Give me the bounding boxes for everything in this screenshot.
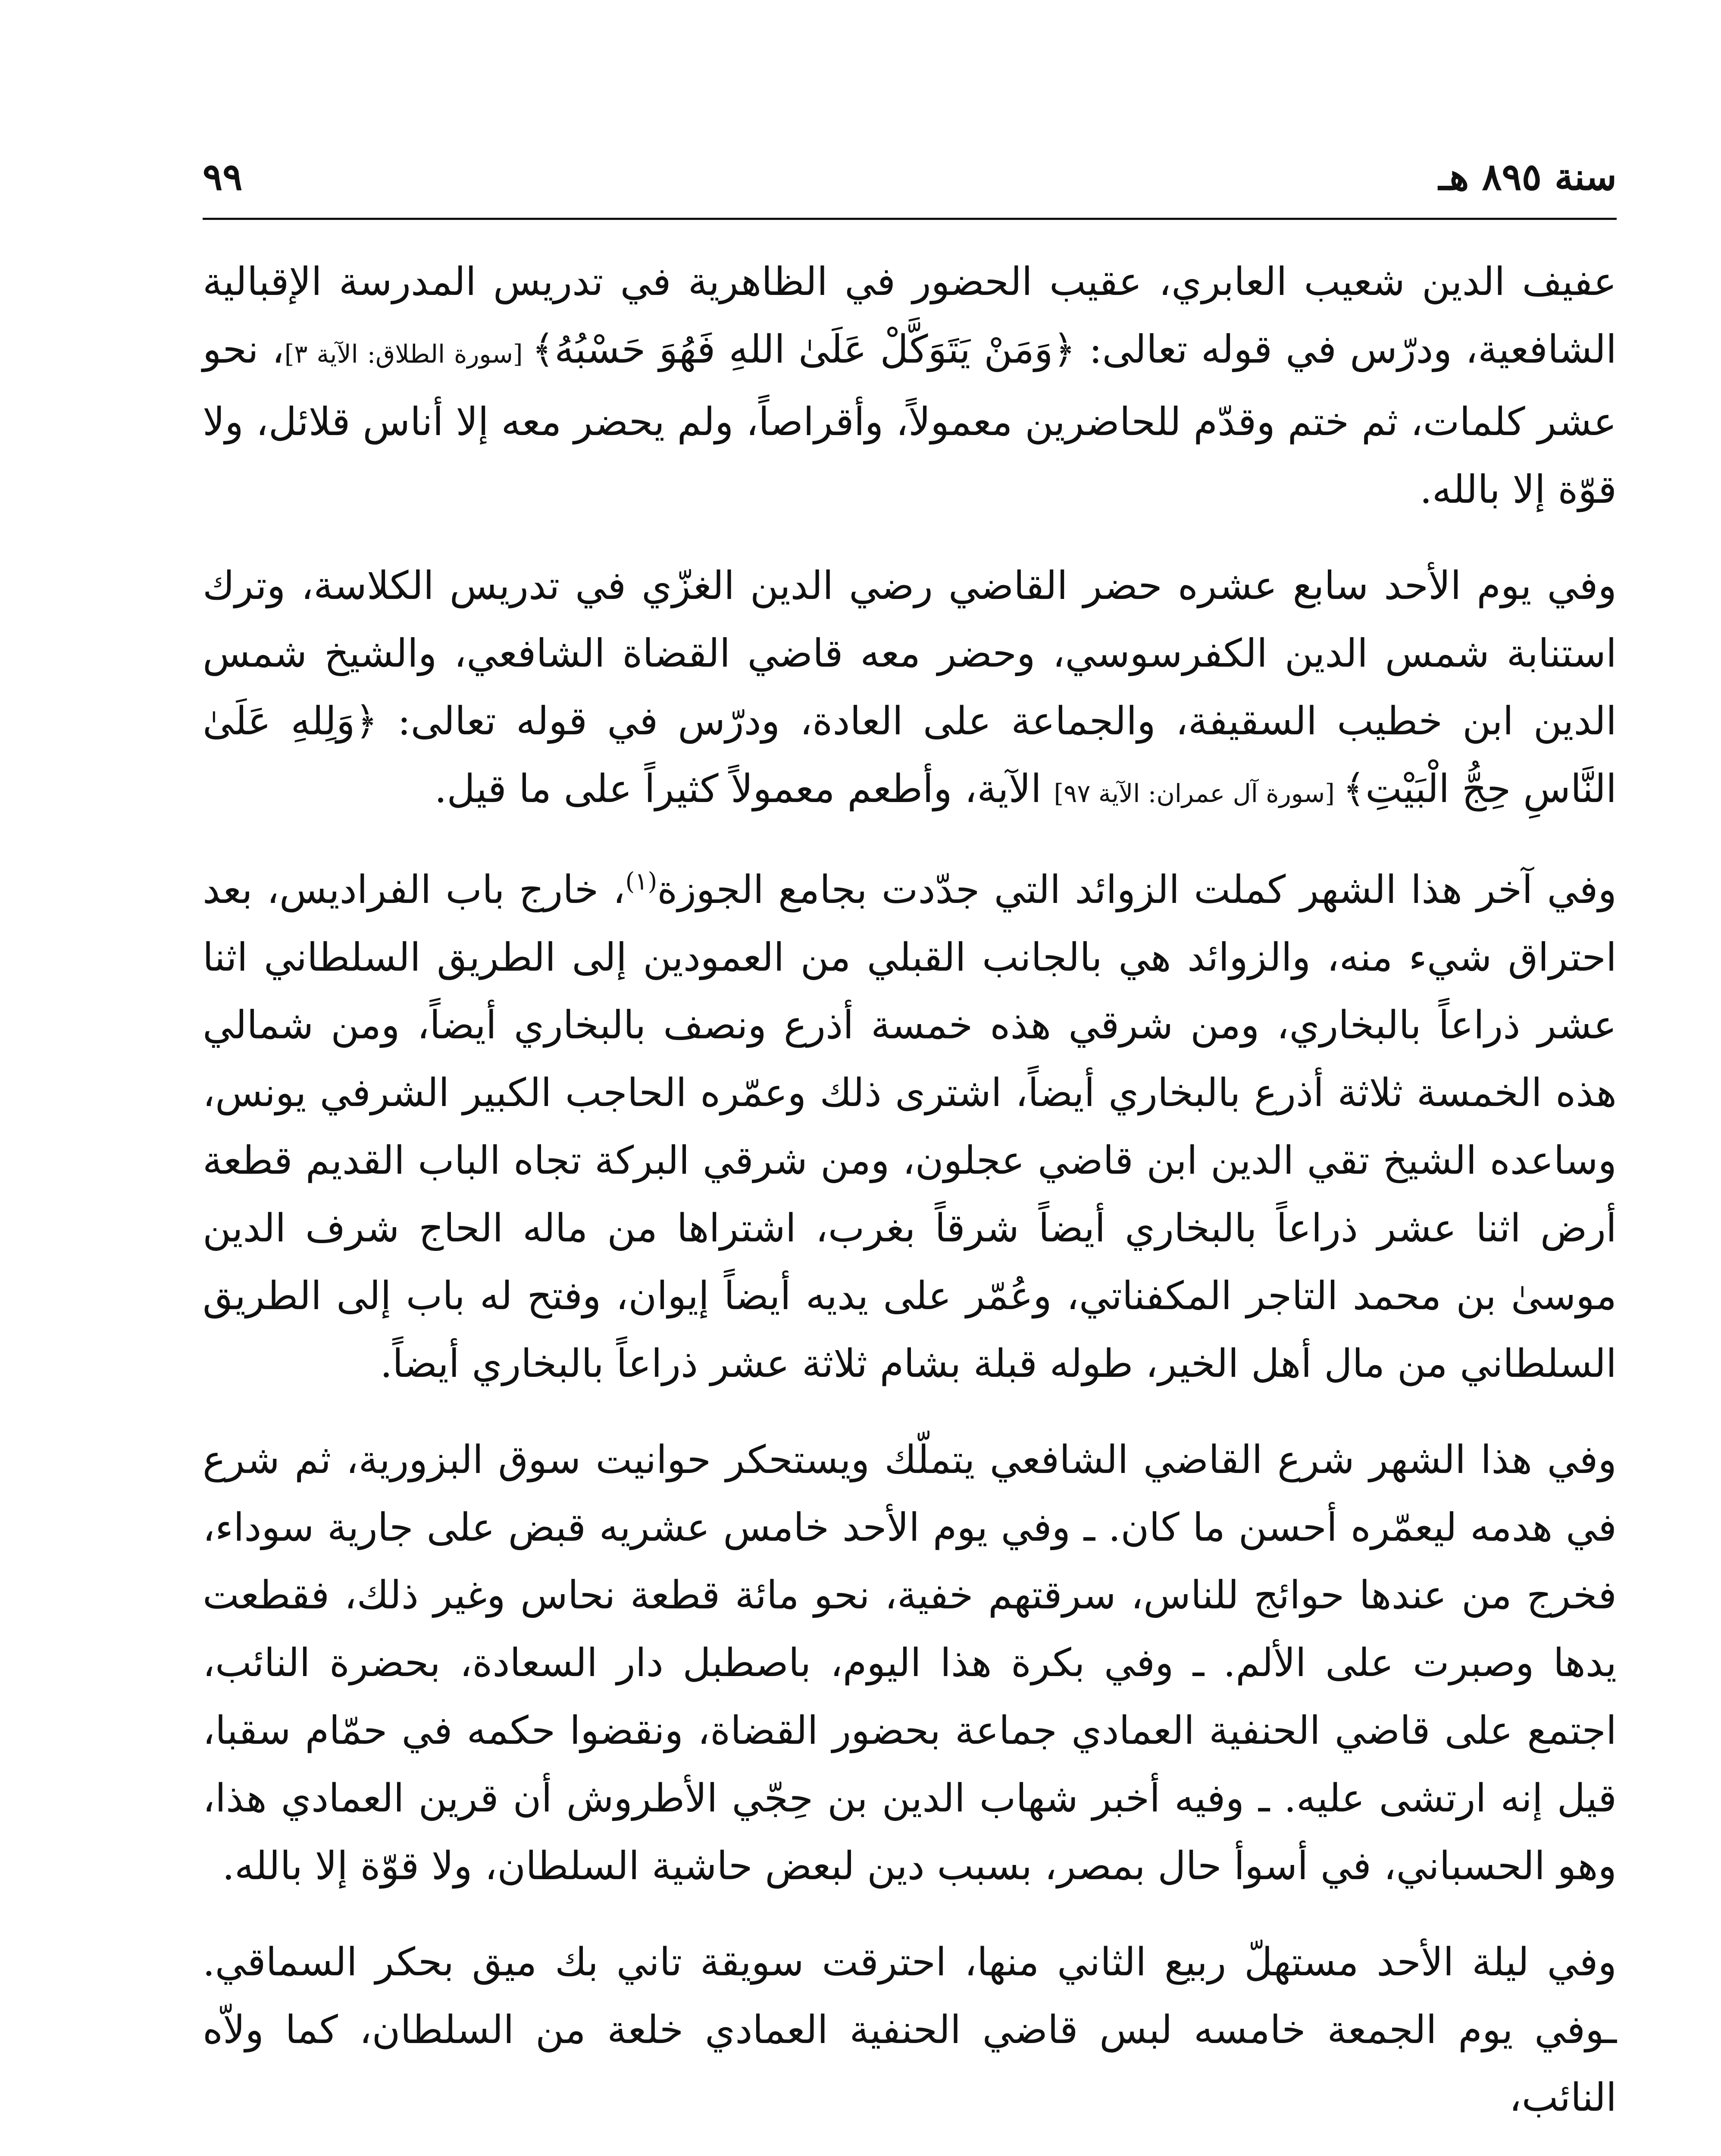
verse-citation-1: [سورة الطلاق: الآية ٣]	[284, 339, 532, 369]
quran-verse-1: ﴿وَمَنْ يَتَوَكَّلْ عَلَىٰ اللهِ فَهُوَ حَسْبُهُ﴾	[532, 327, 1076, 372]
quran-verse-2: ﴿وَلِلهِ عَلَىٰ النَّاسِ حِجُّ الْبَيْتِ﴾	[203, 699, 1617, 812]
paragraph-3-text-b: ، خارج باب الفراديس، بعد احتراق شيء منه، والزوائد هي بالجانب القبلي من العمودين إلى الطريق السلطاني اثنا عشر ذراعاً بالبخاري، ومن شرقي هذه خمسة أذرع ونصف بالبخاري أيضاً، ومن شمالي هذه الخمسة ثلاثة أذرع بالبخاري أيضاً، اشترى ذلك وعمّره الحاجب الكبير الشرفي يونس، وساعده الشيخ تقي الدين ابن قاضي عجلون، ومن شرقي البركة تجاه الباب القديم قطعة أرض اثنا عشر ذراعاً بالبخاري أيضاً شرقاً بغرب، اشتراها من ماله الحاج شرف الدين موسىٰ بن محمد التاجر المكفناتي، وعُمّر على يديه أيضاً إيوان، وفتح له باب إلى الطريق السلطاني من مال أهل الخير، طوله قبلة بشام ثلاثة عشر ذراعاً بالبخاري أيضاً.	[203, 867, 1617, 1386]
paragraph-1-text-a: عفيف الدين شعيب العابري، عقيب الحضور في الظاهرية في تدريس المدرسة الإقبالية الشافعية، ودرّس في قوله تعالى:	[203, 259, 1617, 372]
page-number: ٩٩	[203, 155, 243, 199]
paragraph-2-text-b: الآية، وأطعم معمولاً كثيراً على ما قيل.	[434, 766, 1054, 812]
paragraph-5: وفي ليلة الأحد مستهلّ ربيع الثاني منها، احترقت سويقة تاني بك ميق بحكر السماقي. ـوفي يوم الجمعة خامسه لبس قاضي الحنفية العمادي خلعة من السلطان، كما ولاّه النائب،	[203, 1940, 1617, 2120]
paragraph-3	[203, 856, 1617, 1398]
page-header	[203, 155, 1617, 211]
main-text	[203, 248, 1617, 2156]
footnote-reference[interactable]: (١)	[625, 868, 657, 896]
paragraph-3-text-a: وفي آخر هذا الشهر كملت الزوائد التي جدّدت بجامع الجوزة	[657, 867, 1617, 912]
header-divider	[203, 218, 1617, 220]
paragraph-2	[203, 552, 1617, 827]
running-head: سنة ٨٩٥ هـ	[1438, 155, 1617, 199]
paragraph-1	[203, 248, 1617, 523]
paragraph-4: وفي هذا الشهر شرع القاضي الشافعي يتملّك ويستحكر حوانيت سوق البزورية، ثم شرع في هدمه ليعمّره أحسن ما كان. ـ وفي يوم الأحد خامس عشريه قبض على جارية سوداء، فخرج من عندها حوائج للناس، سرقتهم خفية، نحو مائة قطعة نحاس وغير ذلك، فقطعت يدها وصبرت على الألم. ـ وفي بكرة هذا اليوم، باصطبل دار السعادة، بحضرة النائب، اجتمع على قاضي الحنفية العمادي جماعة بحضور القضاة، ونقضوا حكمه في حمّام سقبا، قيل إنه ارتشى عليه. ـ وفيه أخبر شهاب الدين بن حِجّي الأطروش أن قرين العمادي هذا، وهو الحسباني، في أسوأ حال بمصر، بسبب دين لبعض حاشية السلطان، ولا قوّة إلا بالله.	[203, 1437, 1617, 1889]
paragraph-1-text-b: ، نحو عشر كلمات، ثم ختم وقدّم للحاضرين معمولاً، وأقراصاً، ولم يحضر معه إلا أناس قلائل، ولا قوّة إلا بالله.	[203, 327, 1617, 512]
paragraph-2-text-a: وفي يوم الأحد سابع عشره حضر القاضي رضي الدين الغزّي في تدريس الكلاسة، وترك استنابة شمس الدين الكفرسوسي، وحضر معه قاضي القضاة الشافعي، والشيخ شمس الدين ابن خطيب السقيفة، والجماعة على العادة، ودرّس في قوله تعالى:	[203, 563, 1617, 744]
verse-citation-2: [سورة آل عمران: الآية ٩٧]	[1054, 779, 1343, 808]
